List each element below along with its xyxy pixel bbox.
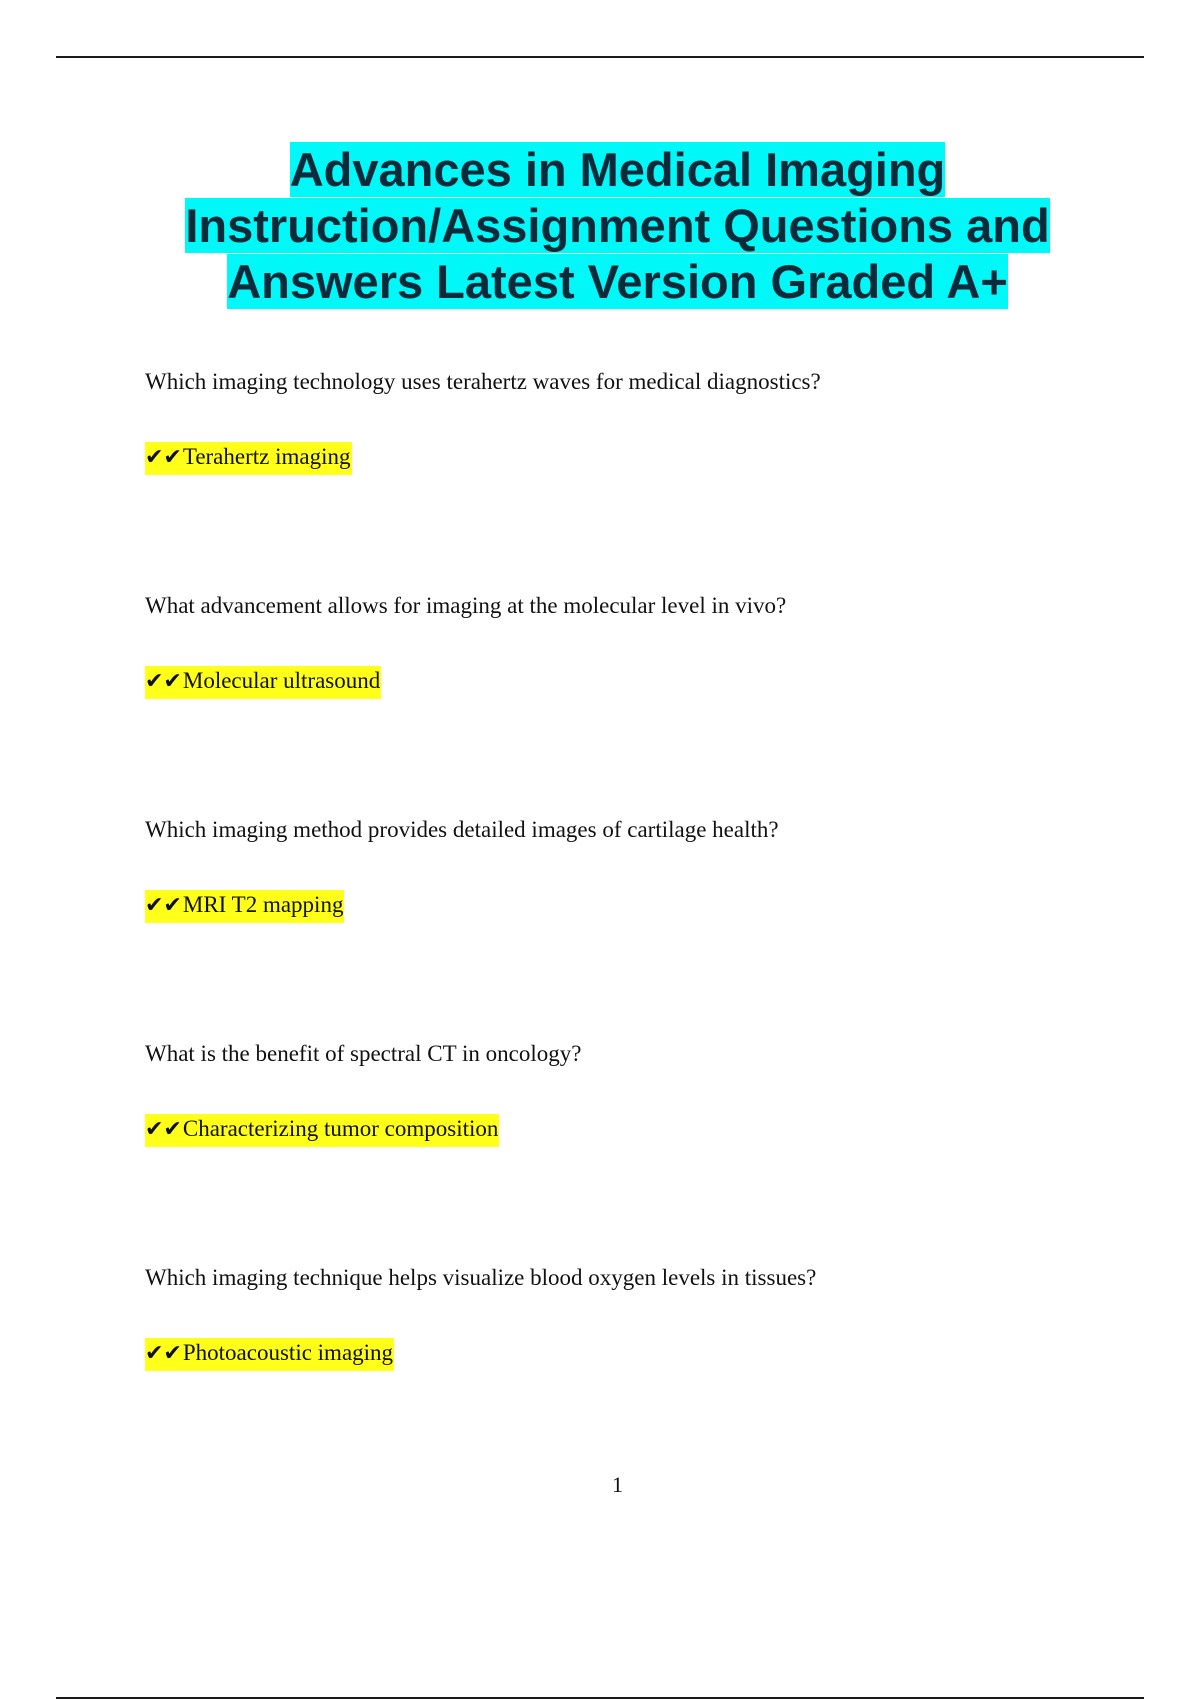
bottom-rule <box>56 1697 1144 1699</box>
double-check-icon: ✔✔ <box>145 893 182 918</box>
answer-highlight <box>145 666 381 699</box>
answer-highlight <box>145 442 352 475</box>
qa-item <box>145 592 1145 816</box>
question-text: Which imaging technology uses terahertz waves for medical diagnostics? <box>145 369 821 394</box>
double-check-icon: ✔✔ <box>145 669 182 694</box>
qa-item <box>145 1040 1145 1264</box>
double-check-icon: ✔✔ <box>145 445 182 470</box>
title-line: Instruction/Assignment Questions and <box>185 199 1050 252</box>
question-text: Which imaging technique helps visualize blood oxygen levels in tissues? <box>145 1265 817 1290</box>
answer-text: Characterizing tumor composition <box>182 1116 499 1141</box>
title-line: Advances in Medical Imaging <box>289 143 946 196</box>
qa-list <box>145 368 1145 1488</box>
answer-text: Terahertz imaging <box>182 444 351 469</box>
answer <box>145 1338 1145 1370</box>
answer <box>145 666 1145 698</box>
qa-item <box>145 816 1145 1040</box>
answer <box>145 442 1145 474</box>
answer-text: Molecular ultrasound <box>182 668 381 693</box>
question-text: Which imaging method provides detailed images of cartilage health? <box>145 817 779 842</box>
qa-item <box>145 368 1145 592</box>
top-rule <box>56 56 1144 58</box>
answer-highlight <box>145 1114 499 1147</box>
answer <box>145 1114 1145 1146</box>
title-line: Answers Latest Version Graded A+ <box>227 255 1008 308</box>
question-text: What advancement allows for imaging at the molecular level in vivo? <box>145 593 787 618</box>
document-title <box>0 142 1200 310</box>
answer-text: MRI T2 mapping <box>182 892 344 917</box>
question-text: What is the benefit of spectral CT in oncology? <box>145 1041 582 1066</box>
answer <box>145 890 1145 922</box>
answer-highlight <box>145 890 344 923</box>
answer-highlight <box>145 1338 394 1371</box>
page-number: 1 <box>612 1472 623 1497</box>
answer-text: Photoacoustic imaging <box>182 1340 394 1365</box>
double-check-icon: ✔✔ <box>145 1341 182 1366</box>
qa-item <box>145 1264 1145 1488</box>
double-check-icon: ✔✔ <box>145 1117 182 1142</box>
